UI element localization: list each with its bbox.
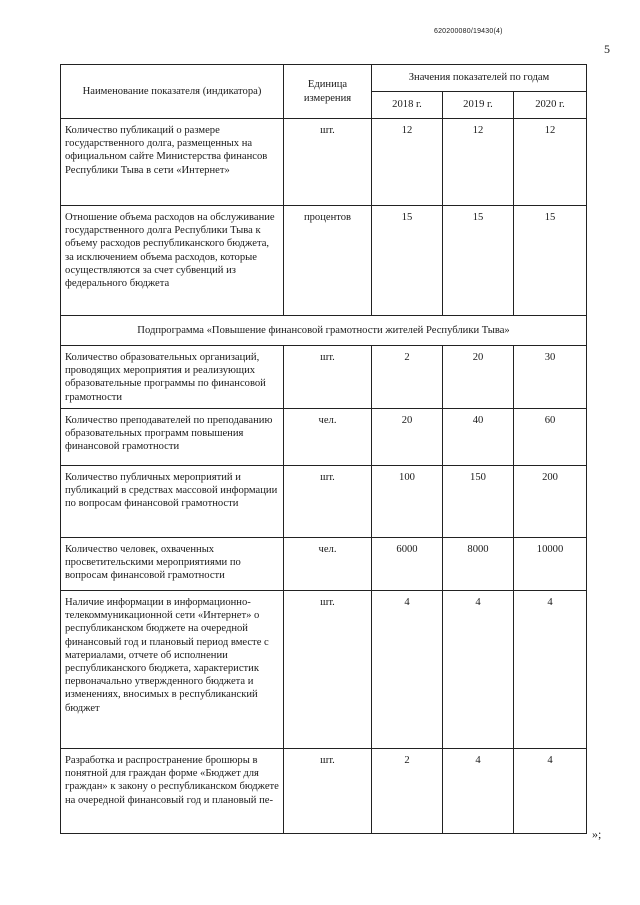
value-2018-cell: 100 [372, 466, 443, 538]
value-2018-cell: 12 [372, 119, 443, 206]
subprogram-section [61, 316, 587, 346]
header-year-2019: 2019 г. [443, 92, 514, 119]
header-values-by-year: Значения показателей по годам [372, 65, 587, 92]
indicators-table [60, 64, 587, 834]
unit-cell: шт. [284, 591, 372, 749]
indicator-name-cell: Количество публикаций о размере государственного долга, размещенных на официальном сайте Министерства финансов Республики Тыва в сети «Интернет» [61, 119, 284, 206]
indicator-name-cell: Отношение объема расходов на обслуживание государственного долга Республики Тыва к объему расходов республиканского бюджета, за исключением объема расходов, которые осуществляются за счет субвенций из федерального бюджета [61, 206, 284, 316]
table-row [61, 206, 587, 316]
value-2018-cell: 20 [372, 409, 443, 466]
value-2018-cell: 4 [372, 591, 443, 749]
indicator-name-cell: Количество человек, охваченных просветительскими мероприятиями по вопросам финансовой грамотности [61, 538, 284, 591]
value-2019-cell: 4 [443, 749, 514, 834]
value-2020-cell: 4 [514, 591, 587, 749]
page-number: 5 [604, 42, 610, 56]
indicator-name-cell: Количество образовательных организаций, проводящих мероприятия и реализующих образовательные программы по финансовой грамотности [61, 346, 284, 409]
table-body-part1 [61, 119, 587, 316]
value-2019-cell: 15 [443, 206, 514, 316]
value-2018-cell: 2 [372, 749, 443, 834]
value-2019-cell: 4 [443, 591, 514, 749]
value-2018-cell: 15 [372, 206, 443, 316]
table-row [61, 119, 587, 206]
value-2019-cell: 12 [443, 119, 514, 206]
header-year-2018: 2018 г. [372, 92, 443, 119]
table-row [61, 346, 587, 409]
value-2020-cell: 30 [514, 346, 587, 409]
unit-cell: шт. [284, 346, 372, 409]
table-row [61, 591, 587, 749]
header-indicator-name: Наименование показателя (индикатора) [61, 65, 284, 119]
value-2020-cell: 10000 [514, 538, 587, 591]
table-row [61, 749, 587, 834]
indicator-name-cell: Количество преподавателей по преподаванию образовательных программ повышения финансовой грамотности [61, 409, 284, 466]
value-2018-cell: 6000 [372, 538, 443, 591]
header-unit: Единица измерения [284, 65, 372, 119]
document-id: 620200080/19430(4) [434, 28, 503, 35]
value-2020-cell: 15 [514, 206, 587, 316]
indicator-name-cell: Количество публичных мероприятий и публикаций в средствах массовой информации по вопросам финансовой грамотности [61, 466, 284, 538]
unit-cell: процентов [284, 206, 372, 316]
value-2020-cell: 4 [514, 749, 587, 834]
closing-quote-mark: »; [592, 827, 602, 841]
value-2018-cell: 2 [372, 346, 443, 409]
header-year-2020: 2020 г. [514, 92, 587, 119]
indicator-name-cell: Разработка и распространение брошюры в понятной для граждан форме «Бюджет для граждан» к закону о республиканском бюджете на очередной финансовый год и плановый пе- [61, 749, 284, 834]
value-2019-cell: 20 [443, 346, 514, 409]
value-2020-cell: 60 [514, 409, 587, 466]
unit-cell: чел. [284, 538, 372, 591]
table-row [61, 409, 587, 466]
subprogram-title: Подпрограмма «Повышение финансовой грамотности жителей Республики Тыва» [61, 316, 587, 346]
unit-cell: шт. [284, 466, 372, 538]
table-row [61, 538, 587, 591]
indicator-name-cell: Наличие информации в информационно-телекоммуникационной сети «Интернет» о республиканском бюджете на очередной финансовый год и плановый период вместе с материалами, отчете об исполнении республиканского бюджета, характеристик первоначально утвержденного бюджета и изменениях, вносимых в республиканский бюджет [61, 591, 284, 749]
table-header [61, 65, 587, 119]
table-row [61, 466, 587, 538]
unit-cell: шт. [284, 119, 372, 206]
value-2020-cell: 12 [514, 119, 587, 206]
table-body-part2 [61, 346, 587, 834]
value-2020-cell: 200 [514, 466, 587, 538]
unit-cell: шт. [284, 749, 372, 834]
value-2019-cell: 150 [443, 466, 514, 538]
unit-cell: чел. [284, 409, 372, 466]
value-2019-cell: 8000 [443, 538, 514, 591]
value-2019-cell: 40 [443, 409, 514, 466]
